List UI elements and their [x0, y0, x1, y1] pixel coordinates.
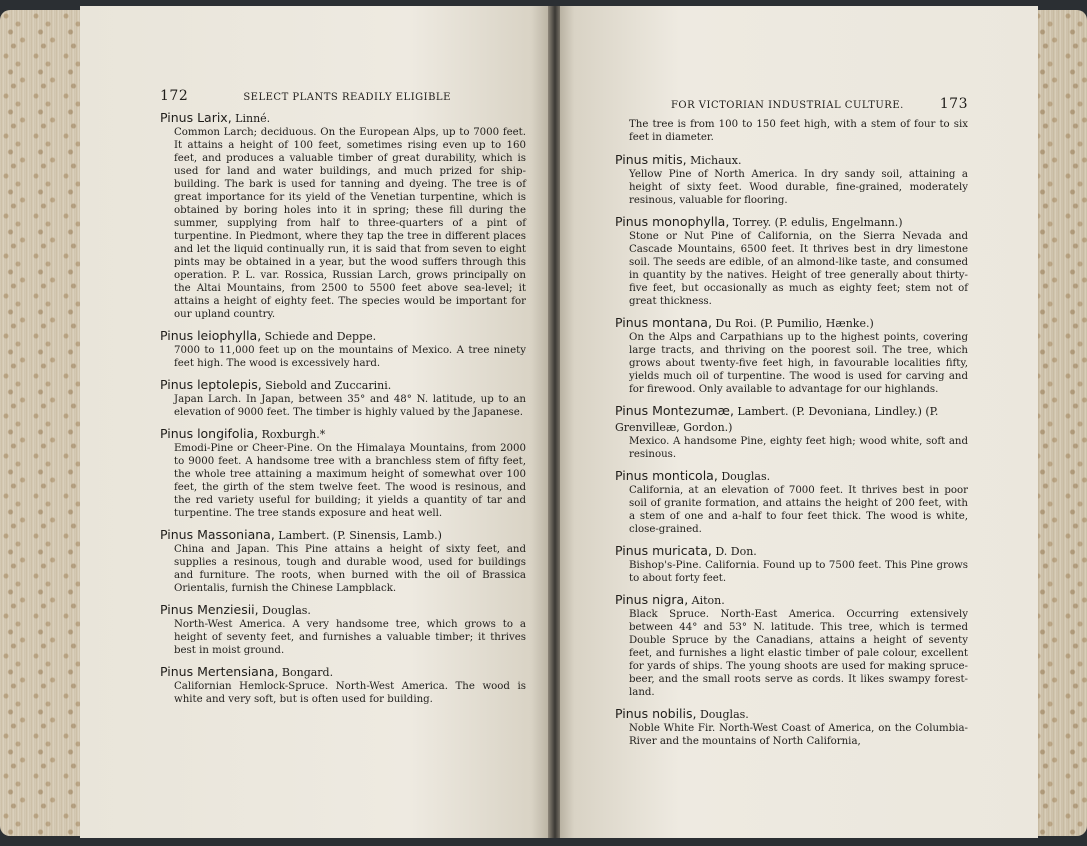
- plant-entry: [615, 403, 968, 461]
- species-authority: Douglas.: [696, 708, 749, 721]
- entry-description: Japan Larch. In Japan, between 35° and 48° N. latitude, up to an elevation of 9000 feet. The timber is highly valued by the Japanese.: [174, 394, 526, 418]
- species-name: Pinus Massoniana,: [160, 527, 275, 542]
- entry-description: 7000 to 11,000 feet up on the mountains of Mexico. A tree ninety feet high. The wood is excessively hard.: [174, 345, 526, 369]
- entry-heading: [160, 110, 526, 126]
- plant-entry: [160, 328, 526, 370]
- species-name: Pinus leptolepis,: [160, 377, 262, 392]
- entry-heading: [160, 602, 526, 618]
- plant-entry: [160, 377, 526, 419]
- entry-description: Noble White Fir. North-West Coast of America, on the Columbia-River and the mountains of North California,: [629, 723, 968, 747]
- plant-entry: [615, 468, 968, 536]
- species-name: Pinus nobilis,: [615, 706, 697, 721]
- species-name: Pinus Mertensiana,: [160, 664, 279, 679]
- entry-heading: [615, 592, 968, 608]
- entry-description: On the Alps and Carpathians up to the highest points, covering large tracts, and thriving on the poorest soil. The tree, which grows about twenty-five feet high, in favourable localities fifty, yields much oil of turpentine. The wood is used for carving and for firewood. Only available to advantage for our highlands.: [629, 332, 968, 395]
- plant-entry: [615, 543, 968, 585]
- entry-description: Mexico. A handsome Pine, eighty feet high; wood white, soft and resinous.: [629, 436, 968, 460]
- plant-entry: [615, 315, 968, 396]
- plant-entry: [615, 706, 968, 748]
- species-name: Pinus monophylla,: [615, 214, 730, 229]
- continuation-text: The tree is from 100 to 150 feet high, with a stem of four to six feet in diameter.: [629, 119, 968, 143]
- plant-entry: [160, 602, 526, 657]
- species-authority: D. Don.: [711, 545, 757, 558]
- right-running-head: [615, 96, 968, 112]
- species-authority: Schiede and Deppe.: [261, 330, 377, 343]
- species-name: Pinus mitis,: [615, 152, 687, 167]
- entry-description: China and Japan. This Pine attains a height of sixty feet, and supplies a resinous, tough and durable wood, used for buildings and furniture. The roots, when burned with the oil of Brassica Orientalis, furnish the Chinese Lampblack.: [174, 544, 526, 594]
- left-page-number: 172: [160, 88, 189, 104]
- species-name: Pinus muricata,: [615, 543, 712, 558]
- entry-heading: [615, 403, 968, 435]
- left-running-title: SELECT PLANTS READILY ELIGIBLE: [243, 92, 451, 103]
- plant-entry: [160, 664, 526, 706]
- entry-heading: [615, 706, 968, 722]
- species-authority: Lambert. (P. Devoniana, Lindley.) (P. Grenvilleæ, Gordon.): [615, 405, 939, 434]
- entry-description: Bishop's-Pine. California. Found up to 7500 feet. This Pine grows to about forty feet.: [629, 560, 968, 584]
- species-authority: Linné.: [231, 112, 271, 125]
- entry-description: Emodi-Pine or Cheer-Pine. On the Himalaya Mountains, from 2000 to 9000 feet. A handsome tree with a branchless stem of fifty feet, the whole tree attaining a maximum height of somewhat over 100 feet, the girth of the stem twelve feet. The wood is resinous, and the red variety useful for building; it yields a quantity of tar and turpentine. The tree stands exposure and heat well.: [174, 443, 526, 519]
- plant-entry: [160, 527, 526, 595]
- species-name: Pinus longifolia,: [160, 426, 259, 441]
- species-name: Pinus monticola,: [615, 468, 718, 483]
- entry-description: California, at an elevation of 7000 feet. It thrives best in poor soil of granite formation, and attains the height of 200 feet, with a stem of one and a-half to four feet thick. The wood is white, close-grained.: [629, 485, 968, 535]
- entry-heading: [615, 468, 968, 484]
- entry-heading: [160, 328, 526, 344]
- entry-description: North-West America. A very handsome tree, which grows to a height of seventy feet, and furnishes a valuable timber; it thrives best in moist ground.: [174, 619, 526, 656]
- species-authority: Lambert. (P. Sinensis, Lamb.): [274, 529, 442, 542]
- plant-entry: [160, 426, 526, 520]
- right-running-title: FOR VICTORIAN INDUSTRIAL CULTURE.: [670, 100, 904, 111]
- entry-description: Common Larch; deciduous. On the European Alps, up to 7000 feet. It attains a height of 100 feet, sometimes rising even up to 160 feet, and produces a valuable timber of great durability, which is used for land and water buildings, and much prized for ship-building. The bark is used for tanning and dyeing. The tree is of great importance for its yield of the Venetian turpentine, which is obtained by boring holes into it in spring; these fill during the summer, supplying from half to three-quarters of a pint of turpentine. In Piedmont, where they tap the tree in different places and let the liquid continually run, it is said that from seven to eight pints may be obtained in a year, but the wood suffers through this operation. P. L. var. Rossica, Russian Larch, grows principally on the Altai Mountains, from 2500 to 5500 feet above sea-level; it attains a height of eighty feet. The species would be important for our upland country.: [174, 127, 526, 320]
- species-authority: Siebold and Zuccarini.: [261, 379, 392, 392]
- plant-entry: [615, 592, 968, 699]
- entry-description: Black Spruce. North-East America. Occurring extensively between 44° and 53° N. latitude. This tree, which is termed Double Spruce by the Canadians, attains a height of seventy feet, and furnishes a light elastic timber of pale colour, excellent for yards of ships. The young shoots are used for making spruce-beer, and the small roots serve as cords. It likes swampy forest-land.: [629, 609, 968, 698]
- left-running-head: [160, 88, 526, 104]
- left-page: [80, 6, 550, 838]
- entry-heading: [615, 543, 968, 559]
- species-authority: Douglas.: [258, 604, 311, 617]
- entry-heading: [160, 426, 526, 442]
- species-name: Pinus Larix,: [160, 110, 232, 125]
- entry-heading: [160, 664, 526, 680]
- plant-entry: [615, 152, 968, 207]
- species-authority: Aiton.: [688, 594, 725, 607]
- entry-description: Stone or Nut Pine of California, on the Sierra Nevada and Cascade Mountains, 6500 feet. It thrives best in dry limestone soil. The seeds are edible, of an almond-like taste, and consumed in quantity by the natives. Height of tree generally about thirty-five feet, but occasionally as much as eighty feet; stem not of great thickness.: [629, 231, 968, 307]
- species-name: Pinus Montezumæ,: [615, 403, 734, 418]
- entry-heading: [160, 377, 526, 393]
- entry-heading: [615, 214, 968, 230]
- species-name: Pinus leiophylla,: [160, 328, 262, 343]
- species-name: Pinus Menziesii,: [160, 602, 259, 617]
- species-authority: Michaux.: [686, 154, 742, 167]
- left-page-edges: [0, 10, 92, 836]
- plant-entry: [615, 214, 968, 308]
- species-authority: Douglas.: [717, 470, 771, 483]
- species-name: Pinus montana,: [615, 315, 712, 330]
- species-authority: Torrey. (P. edulis, Engelmann.): [729, 216, 903, 229]
- species-authority: Du Roi. (P. Pumilio, Hænke.): [711, 317, 874, 330]
- entry-heading: [615, 152, 968, 168]
- entry-description: Yellow Pine of North America. In dry sandy soil, attaining a height of sixty feet. Wood durable, fine-grained, moderately resinous, valuable for flooring.: [629, 169, 968, 206]
- entry-heading: [615, 315, 968, 331]
- right-entries: [615, 152, 968, 748]
- right-page-edges: [1032, 10, 1087, 836]
- species-name: Pinus nigra,: [615, 592, 689, 607]
- right-page-number: 173: [939, 96, 968, 112]
- right-page: [560, 6, 1038, 838]
- entry-description: Californian Hemlock-Spruce. North-West America. The wood is white and very soft, but is often used for building.: [174, 681, 526, 705]
- plant-entry: [160, 110, 526, 321]
- species-authority: Bongard.: [278, 666, 334, 679]
- species-authority: Roxburgh.*: [258, 428, 326, 441]
- left-entries: [160, 110, 526, 706]
- entry-heading: [160, 527, 526, 543]
